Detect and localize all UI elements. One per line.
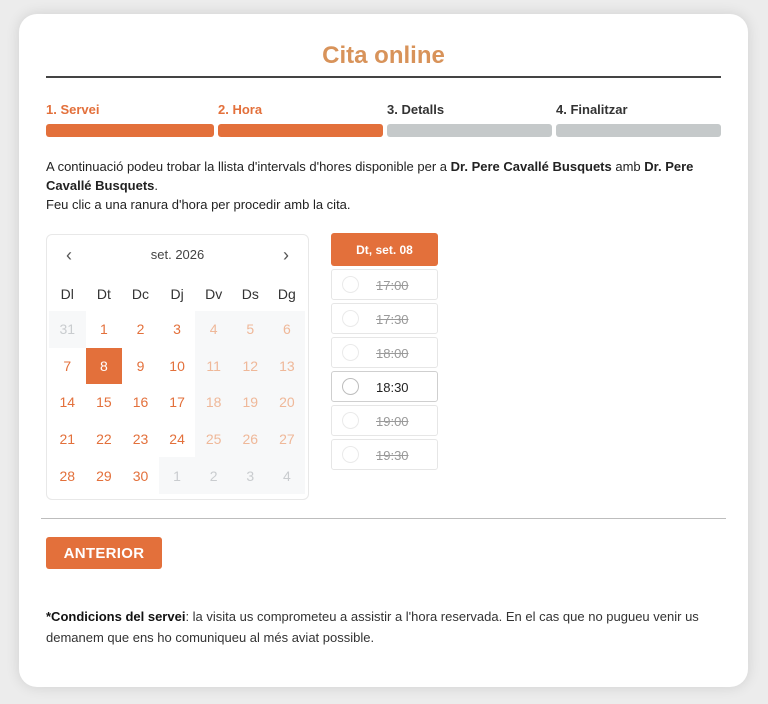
step-label: 1. Servei — [46, 102, 100, 117]
time-slot — [331, 337, 438, 368]
time-slot-label: 17:30 — [376, 312, 409, 327]
calendar-day[interactable]: 14 — [49, 384, 86, 421]
step-hora — [218, 102, 383, 142]
calendar-day: 18 — [195, 384, 232, 421]
weekday-label: Dc — [131, 286, 150, 302]
intro-text — [46, 157, 726, 214]
weekday-label: Dv — [205, 286, 223, 302]
radio-icon — [342, 446, 359, 463]
calendar-day: 2 — [195, 457, 232, 494]
step-bar — [46, 124, 214, 137]
weekday-label: Ds — [241, 286, 259, 302]
selected-date-header: Dt, set. 08 — [331, 233, 438, 266]
calendar-day: 26 — [232, 421, 269, 458]
calendar-day: 12 — [232, 348, 269, 385]
calendar-day-selected[interactable]: 8 — [86, 348, 123, 385]
calendar-day[interactable]: 16 — [122, 384, 159, 421]
calendar-day[interactable]: 29 — [86, 457, 123, 494]
calendar-day: 4 — [269, 457, 306, 494]
step-detalls — [387, 102, 552, 142]
calendar-day: 11 — [195, 348, 232, 385]
time-slot-label: 19:30 — [376, 448, 409, 463]
weekday-label: Dt — [96, 286, 111, 302]
time-slot[interactable] — [331, 371, 438, 402]
time-slot — [331, 439, 438, 470]
time-slot — [331, 405, 438, 436]
calendar-day[interactable]: 22 — [86, 421, 123, 458]
radio-icon — [342, 344, 359, 361]
intro-instruction: Feu clic a una ranura d'hora per procedir amb la cita. — [46, 197, 351, 212]
chevron-left-icon[interactable]: ‹ — [66, 245, 72, 265]
time-slot-label: 17:00 — [376, 278, 409, 293]
calendar-day[interactable]: 30 — [122, 457, 159, 494]
radio-icon[interactable] — [342, 378, 359, 395]
calendar-day[interactable]: 17 — [159, 384, 196, 421]
step-label: 4. Finalitzar — [556, 102, 628, 117]
step-finalitzar — [556, 102, 721, 142]
calendar-day: 5 — [232, 311, 269, 348]
title-divider — [46, 76, 721, 78]
page-title: Cita online — [322, 42, 445, 69]
calendar-day: 27 — [269, 421, 306, 458]
radio-icon — [342, 310, 359, 327]
calendar-day[interactable]: 1 — [86, 311, 123, 348]
calendar-day[interactable]: 10 — [159, 348, 196, 385]
weekday-label: Dg — [277, 286, 296, 302]
progress-steps — [46, 102, 721, 142]
calendar-day[interactable]: 23 — [122, 421, 159, 458]
step-servei — [46, 102, 214, 142]
step-label: 2. Hora — [218, 102, 263, 117]
time-slot-label: 19:00 — [376, 414, 409, 429]
chevron-right-icon[interactable]: › — [283, 245, 289, 265]
time-slot — [331, 303, 438, 334]
calendar-grid — [49, 277, 305, 494]
calendar-day[interactable]: 15 — [86, 384, 123, 421]
provider-name: Dr. Pere Cavallé Busquets — [450, 159, 612, 174]
calendar-day[interactable]: 24 — [159, 421, 196, 458]
weekday-label: Dj — [170, 286, 184, 302]
calendar-day[interactable]: 21 — [49, 421, 86, 458]
calendar-day: 3 — [232, 457, 269, 494]
time-slots — [331, 233, 438, 470]
weekday-label: Dl — [60, 286, 74, 302]
calendar-day[interactable]: 2 — [122, 311, 159, 348]
calendar-day: 1 — [159, 457, 196, 494]
time-slot-label: 18:00 — [376, 346, 409, 361]
back-button[interactable]: ANTERIOR — [46, 537, 162, 569]
time-slot — [331, 269, 438, 300]
footer-divider — [41, 518, 726, 519]
intro-text-part: A continuació podeu trobar la llista d'intervals d'hores disponible per a — [46, 159, 451, 174]
radio-icon — [342, 412, 359, 429]
calendar-day: 6 — [269, 311, 306, 348]
step-bar — [556, 124, 721, 137]
intro-text-part: amb — [611, 159, 645, 174]
conditions-title: *Condicions del servei — [46, 609, 186, 624]
provider-name: Dr. Pere Cavallé Busquets — [46, 159, 694, 193]
calendar-day: 13 — [269, 348, 306, 385]
calendar-header — [47, 235, 308, 275]
calendar-day: 31 — [49, 311, 86, 348]
calendar-day[interactable]: 7 — [49, 348, 86, 385]
step-bar — [387, 124, 552, 137]
calendar-day: 20 — [269, 384, 306, 421]
service-conditions — [46, 606, 716, 648]
calendar-day[interactable]: 3 — [159, 311, 196, 348]
calendar-day[interactable]: 9 — [122, 348, 159, 385]
calendar — [46, 234, 309, 500]
calendar-day: 4 — [195, 311, 232, 348]
step-label: 3. Detalls — [387, 102, 445, 117]
time-slot-label: 18:30 — [376, 380, 409, 395]
conditions-text: : la visita us comprometeu a assistir a l'hora reservada. En el cas que no pugueu venir us demanem que ens ho comuniqueu al més aviat possible. — [46, 609, 699, 645]
calendar-day: 25 — [195, 421, 232, 458]
intro-text-part: . — [154, 178, 158, 193]
radio-icon — [342, 276, 359, 293]
calendar-month-label: set. 2026 — [150, 247, 205, 262]
booking-card — [19, 14, 748, 687]
calendar-day: 19 — [232, 384, 269, 421]
calendar-day[interactable]: 28 — [49, 457, 86, 494]
step-bar — [218, 124, 383, 137]
